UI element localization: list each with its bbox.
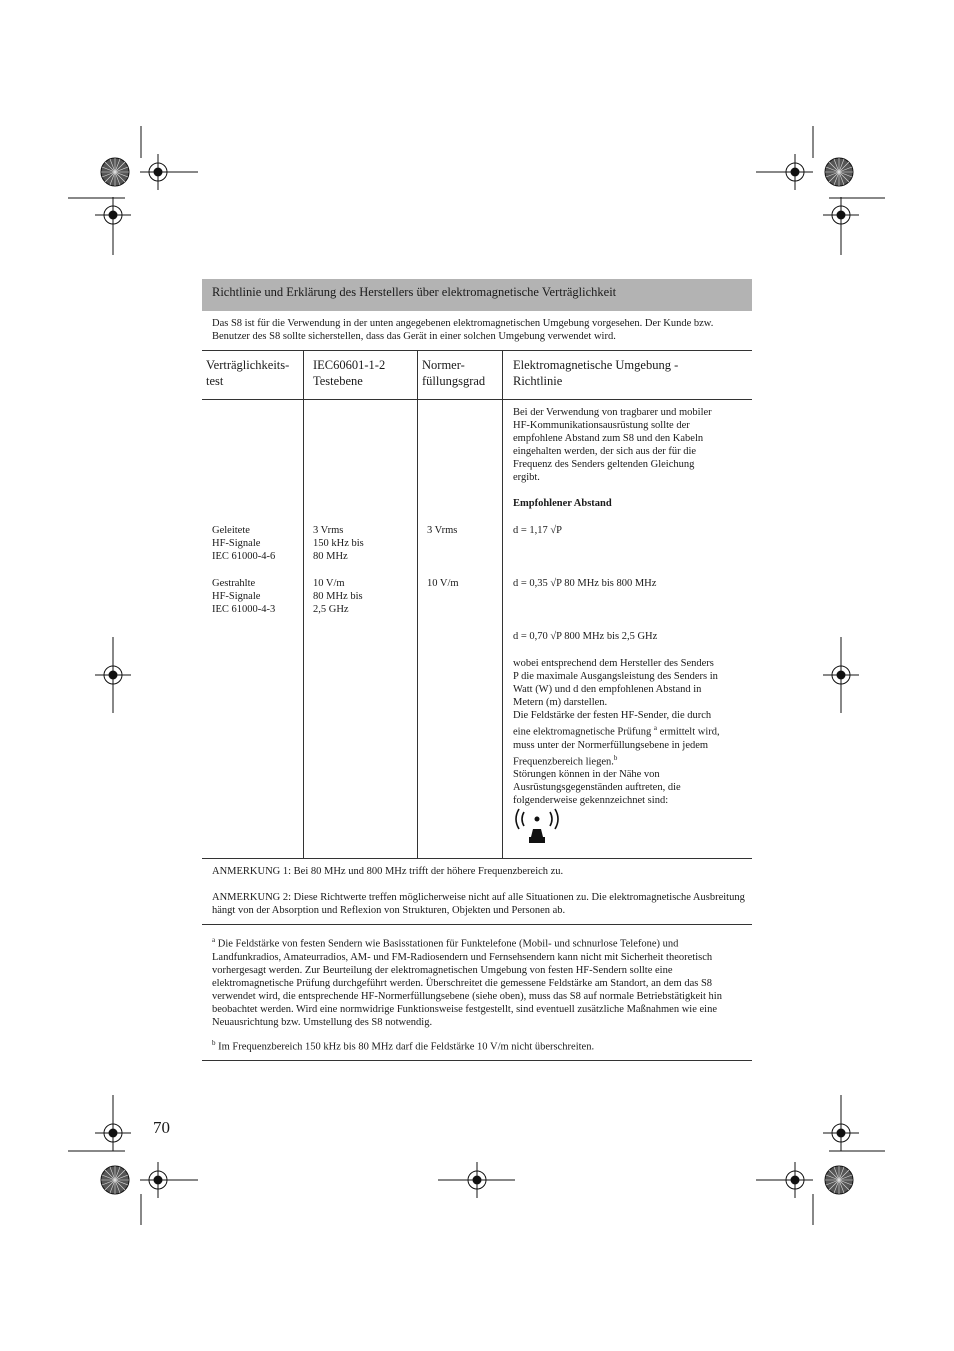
column-header-environment: Elektromagnetische Umgebung - Richtlinie	[513, 358, 679, 388]
page-number: 70	[153, 1118, 170, 1137]
column-divider	[502, 350, 503, 858]
row-compliance-conducted: 3 Vrms	[427, 525, 458, 536]
emc-declaration-table	[202, 279, 752, 1061]
footnote-a: $^a$ Die Feldstärke von festen Sendern wie Basisstationen für Funktelefone (Mobil- und schnurlose Telefone) und Landfunkradios, Amateurradios, AM- und FM-Radiosendern und Fernsehsendern kann nicht mit Sicherheit theoretisch vorhergesagt werden. Zur Beurteilung der elektromagnetischen Umgebung von festen HF-Sendern sollte eine elektromagnetische Prüfung durchgeführt werden. Überschreitet die gemessene Feldstärke am Standort, an dem das S8 verwendet wird, die entsprechende HF-Normerfüllungsebene (siehe oben), muss das S8 auf normale Betriebstätigkeit hin beobachtet werden. Wird eine normwidrige Funktionsweise festgestellt, sind eventuell zusätzliche Maßnahmen wie eine Neuausrichtung bzw. Umstellung des S8 notwendig.	[212, 936, 722, 1028]
divider	[202, 924, 752, 925]
formula-conducted: d = 1,17 √P	[513, 525, 563, 536]
row-test-conducted: Geleitete HF-Signale IEC 61000-4-6	[212, 525, 276, 562]
row-compliance-radiated: 10 V/m	[427, 578, 459, 589]
table-header-bar	[202, 279, 752, 311]
table-title: Richtlinie und Erklärung des Herstellers über elektromagnetische Verträglichkeit	[212, 285, 617, 299]
row-level-conducted: 3 Vrms 150 kHz bis 80 MHz	[313, 525, 364, 562]
divider	[202, 858, 752, 859]
formula-radiated-low: d = 0,35 √P 80 MHz bis 800 MHz	[513, 578, 657, 589]
abstand-heading: Empfohlener Abstand	[513, 498, 612, 509]
environment-explanation: wobei entsprechend dem Hersteller des Senders P die maximale Ausgangsleistung des Senders in Watt (W) und d den empfohlenen Abstand in Metern (m) darstellen. Die Feldstärke der festen HF-Sender, die durch eine elektromagnetische Prüfung $^a$ ermittelt wird, muss unter der Normerfüllungsebene in jedem Frequenzbereich liegen.$^b$ Störungen können in der Nähe von Ausrüstungsgegenständen auftreten, die folgenderweise gekennzeichnet sind:	[513, 658, 720, 806]
column-divider	[303, 350, 304, 858]
column-header-compliance: Normer- füllungsgrad	[422, 358, 486, 388]
note-1: ANMERKUNG 1: Bei 80 MHz und 800 MHz trifft der höhere Frequenzbereich zu.	[212, 866, 564, 877]
divider	[202, 350, 752, 351]
column-header-level: IEC60601-1-2 Testebene	[313, 358, 386, 388]
row-level-radiated: 10 V/m 80 MHz bis 2,5 GHz	[313, 578, 363, 615]
footnote-b: $^b$ Im Frequenzbereich 150 kHz bis 80 MHz darf die Feldstärke 10 V/m nicht überschreiten.	[212, 1039, 595, 1053]
note-2: ANMERKUNG 2: Diese Richtwerte treffen möglicherweise nicht auf alle Situationen zu. Die elektromagnetische Ausbreitung hängt von der Absorption und Reflexion von Strukturen, Objekten und Personen ab.	[212, 892, 745, 916]
row-test-radiated: Gestrahlte HF-Signale IEC 61000-4-3	[212, 578, 276, 615]
intro-text: Das S8 ist für die Verwendung in der unten angegebenen elektromagnetischen Umgebung vorgesehen. Der Kunde bzw. Benutzer des S8 sollte sicherstellen, dass das Gerät in einer solchen Umgebung verwendet wird.	[212, 318, 714, 342]
environment-intro: Bei der Verwendung von tragbarer und mobiler HF-Kommunikationsausrüstung sollte der empfohlene Abstand zum S8 und den Kabeln eingehalten werden, der sich aus der für die Frequenz des Senders geltenden Gleichung ergibt.	[513, 407, 712, 483]
divider	[202, 399, 752, 400]
non-ionizing-radiation-icon	[513, 803, 561, 845]
divider	[202, 1060, 752, 1061]
formula-radiated-high: d = 0,70 √P 800 MHz bis 2,5 GHz	[513, 631, 658, 642]
column-divider	[417, 350, 418, 858]
column-header-test: Verträglichkeits- test	[206, 358, 290, 388]
